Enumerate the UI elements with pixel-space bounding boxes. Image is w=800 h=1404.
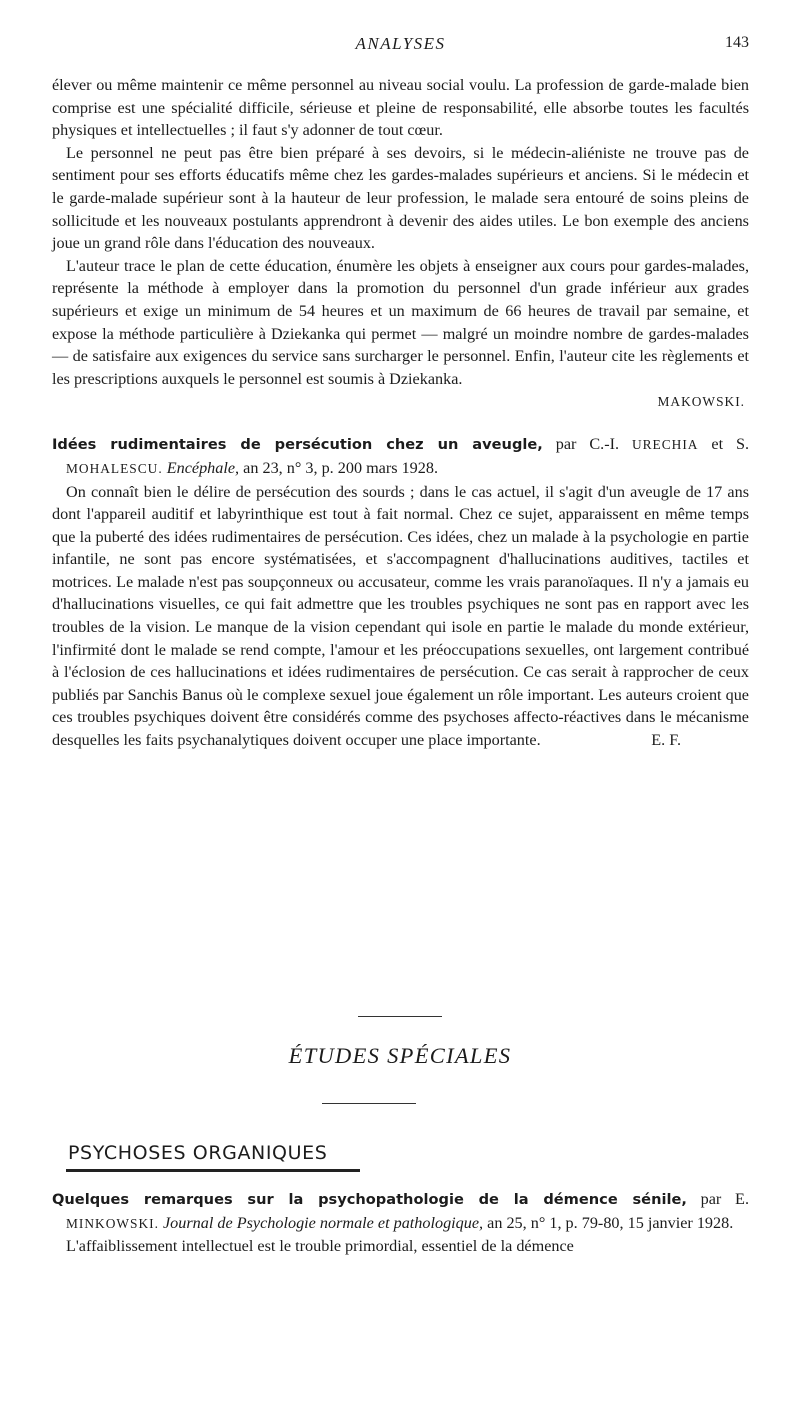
article-title: Quelques remarques sur la psychopathologie de la démence sénile, [52, 1191, 687, 1208]
paragraph [52, 481, 749, 752]
article-makowski [52, 74, 749, 752]
section-title: ÉTUDES SPÉCIALES [288, 1043, 512, 1068]
article-minkowski [52, 1188, 749, 1258]
journal-name: Journal de Psychologie normale et pathologique, [163, 1213, 484, 1232]
section-rule-top [358, 1016, 442, 1017]
page-header [52, 34, 749, 62]
article-heading [52, 433, 749, 480]
running-title: ANALYSES [355, 34, 446, 53]
byline-prefix: par C.-I. [555, 435, 620, 454]
byline-conjunction: et S. [711, 435, 750, 454]
paragraph: élever ou même maintenir ce même personnel au niveau social voulu. La profession de garde-malade bien comprise est une spécialité difficile, sérieuse et pleine de responsabilité, elle absorbe toutes les facultés physiques et intellectuelles ; il faut s'y adonner de tout cœur. [52, 76, 749, 140]
author-name: MOHALESCU. [66, 460, 163, 476]
byline-prefix: par E. [700, 1190, 749, 1208]
article-title: Idées rudimentaires de persécution chez un aveugle, [52, 436, 543, 454]
subsection-underline [66, 1169, 360, 1172]
paragraph: L'affaiblissement intellectuel est le trouble primordial, essentiel de la démence [66, 1237, 574, 1256]
journal-name: Encéphale, [166, 458, 240, 477]
citation-details: an 23, n° 3, p. 200 mars 1928. [243, 458, 439, 477]
reviewer-initials: E. F. [651, 731, 681, 750]
reviewer-signature: MAKOWSKI. [657, 394, 745, 410]
author-name: URECHIA [631, 437, 699, 453]
article-heading [52, 1188, 749, 1235]
subsection-title: PSYCHOSES ORGANIQUES [68, 1142, 328, 1164]
paragraph: Le personnel ne peut pas être bien préparé à ses devoirs, si le médecin-aliéniste ne trouve pas de sentiment pour ses efforts éducatifs même chez les gardes-malades supérieurs et anciens. Si le médecin et le garde-malade supérieur sont à la hauteur de leur profession, le malade sera entouré de soins pleins de sollicitude et les nouveaux postulants apprendront à devenir des aides utiles. Le bon exemple des anciens joue un grand rôle dans l'éducation des nouveaux. [52, 143, 749, 253]
paragraph: L'auteur trace le plan de cette éducation, énumère les objets à enseigner aux cours pour gardes-malades, représente la méthode à employer dans la promotion du personnel d'un grade inférieur aux grades supérieurs et exige un minimum de 54 heures et un maximum de 66 heures de travail par semaine, et expose la méthode particulière à Dziekanka qui permet — malgré un moindre nombre de gardes-malades — de satisfaire aux exigences du service sans surcharger le personnel. Enfin, l'auteur cite les règlements et les prescriptions auxquels le personnel est soumis à Dziekanka. [52, 256, 749, 388]
paragraph-text: On connaît bien le délire de persécution des sourds ; dans le cas actuel, il s'agit d'un aveugle de 17 ans dont l'appareil auditif et labyrinthique est tout à fait normal. Chez ce sujet, apparaissent en même temps que la puberté des idées rudimentaires de persécution. Ces idées, chez un malade à la psychologie en partie infantile, ne sont pas encore systématisées, et s'accompagnent d'hallucinations auditives, tactiles et motrices. Le malade n'est pas soupçonneux ou accusateur, comme les vrais paranoïaques. Il n'y a jamais eu d'hallucinations visuelles, ce qui fait admettre que les troubles psychiques ne sont pas en rapport avec les troubles de la vision. Le manque de la vision cependant qui isole en partie le malade du monde extérieur, l'infirmité dont le malade se rend compte, l'amour et les préoccupations sexuelles, ont largement contribué à l'éclosion de ces hallucinations et idées rudimentaires de persécution. Ce cas serait à rapprocher de ceux publiés par Sanchis Banus où le complexe sexuel joue également un rôle important. Les auteurs croient que ces troubles psychiques doivent être considérés comme des psychoses affecto-réactives dans le mécanisme desquelles les faits psychanalytiques doivent occuper une place importante. [52, 482, 749, 750]
page-number: 143 [725, 34, 749, 51]
section-rule-bottom [322, 1103, 416, 1104]
citation-details: an 25, n° 1, p. 79-80, 15 janvier 1928. [487, 1213, 734, 1232]
author-name: MINKOWSKI. [66, 1215, 159, 1231]
